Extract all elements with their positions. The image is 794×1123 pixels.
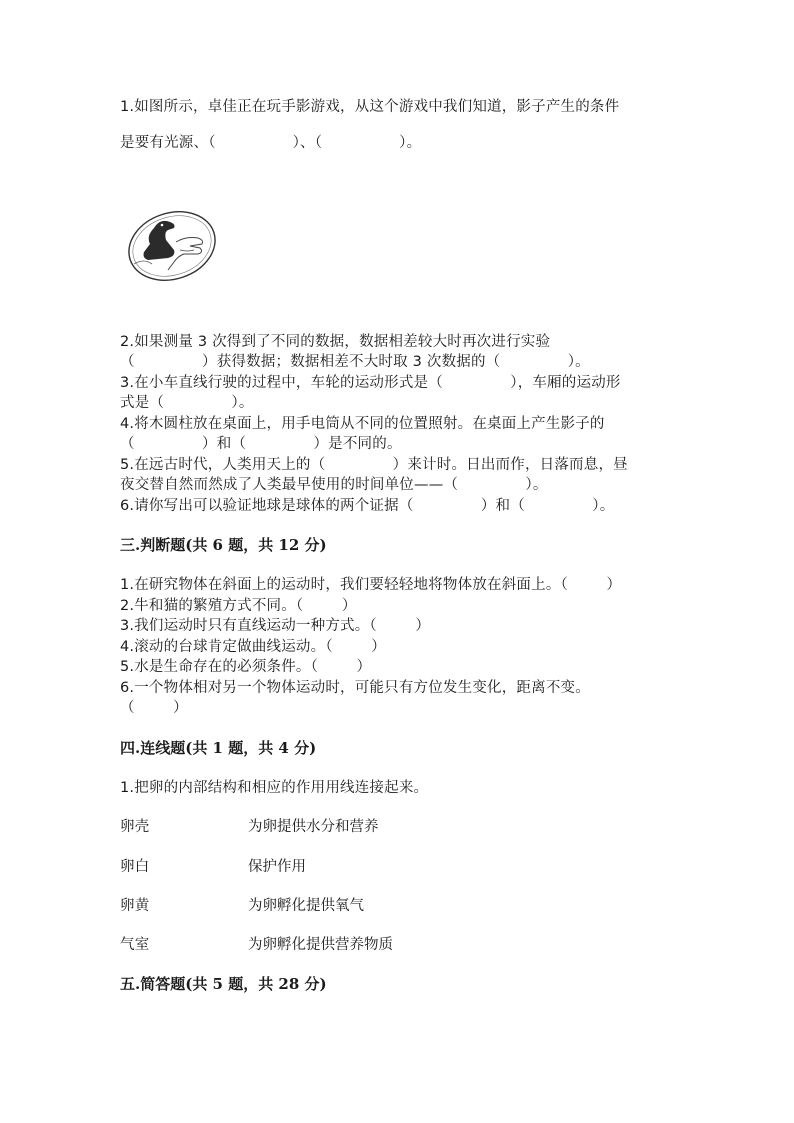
- judge-item-3: 3.我们运动时只有直线运动一种方式。（ ）: [120, 618, 431, 634]
- question-2-line-2: （ ）获得数据；数据相差不大时取 3 次数据的（ ）。: [120, 354, 590, 370]
- judge-item-2: 2.牛和猫的繁殖方式不同。（ ）: [120, 598, 357, 614]
- match-left-2: 卵白: [120, 859, 150, 875]
- hand-shadow-illustration: [124, 206, 220, 284]
- question-6-line-1: 6.请你写出可以验证地球是球体的两个证据（ ）和（ ）。: [120, 498, 615, 514]
- question-4-line-2: （ ）和（ ）是不同的。: [120, 436, 402, 452]
- match-right-4: 为卵孵化提供营养物质: [248, 937, 393, 953]
- section-4-heading: 四.连线题(共 1 题，共 4 分): [120, 739, 317, 757]
- section-3-heading: 三.判断题(共 6 题，共 12 分): [120, 536, 327, 554]
- question-1-line-1: 1.如图所示，卓佳正在玩手影游戏，从这个游戏中我们知道，影子产生的条件: [120, 99, 620, 115]
- question-1-line-2: 是要有光源、（ ）、（ ）。: [120, 135, 422, 151]
- judge-item-5: 5.水是生命存在的必须条件。（ ）: [120, 659, 372, 675]
- judge-item-1: 1.在研究物体在斜面上的运动时，我们要轻轻地将物体放在斜面上。（ ）: [120, 577, 622, 593]
- judge-item-6: 6.一个物体相对另一个物体运动时，可能只有方位发生变化，距离不变。: [120, 680, 590, 696]
- match-left-1: 卵壳: [120, 819, 150, 835]
- judge-item-6-blank: （ ）: [120, 700, 188, 716]
- question-3-line-2: 式是（ ）。: [120, 395, 254, 411]
- section-5-heading: 五.简答题(共 5 题，共 28 分): [120, 975, 327, 993]
- match-question: 1.把卵的内部结构和相应的作用用线连接起来。: [120, 780, 429, 796]
- match-right-3: 为卵孵化提供氧气: [248, 898, 364, 914]
- match-left-3: 卵黄: [120, 898, 150, 914]
- match-right-2: 保护作用: [248, 859, 306, 875]
- match-right-1: 为卵提供水分和营养: [248, 819, 379, 835]
- question-5-line-1: 5.在远古时代，人类用天上的（ ）来计时。日出而作，日落而息，昼: [120, 457, 628, 473]
- judge-item-4: 4.滚动的台球肯定做曲线运动。（ ）: [120, 639, 386, 655]
- question-3-line-1: 3.在小车直线行驶的过程中，车轮的运动形式是（ ），车厢的运动形: [120, 375, 621, 391]
- match-left-4: 气室: [120, 937, 150, 953]
- question-5-line-2: 夜交替自然而然成了人类最早使用的时间单位——（ ）。: [120, 477, 548, 493]
- question-4-line-1: 4.将木圆柱放在桌面上，用手电筒从不同的位置照射。在桌面上产生影子的: [120, 416, 605, 432]
- question-2-line-1: 2.如果测量 3 次得到了不同的数据，数据相差较大时再次进行实验: [120, 334, 551, 350]
